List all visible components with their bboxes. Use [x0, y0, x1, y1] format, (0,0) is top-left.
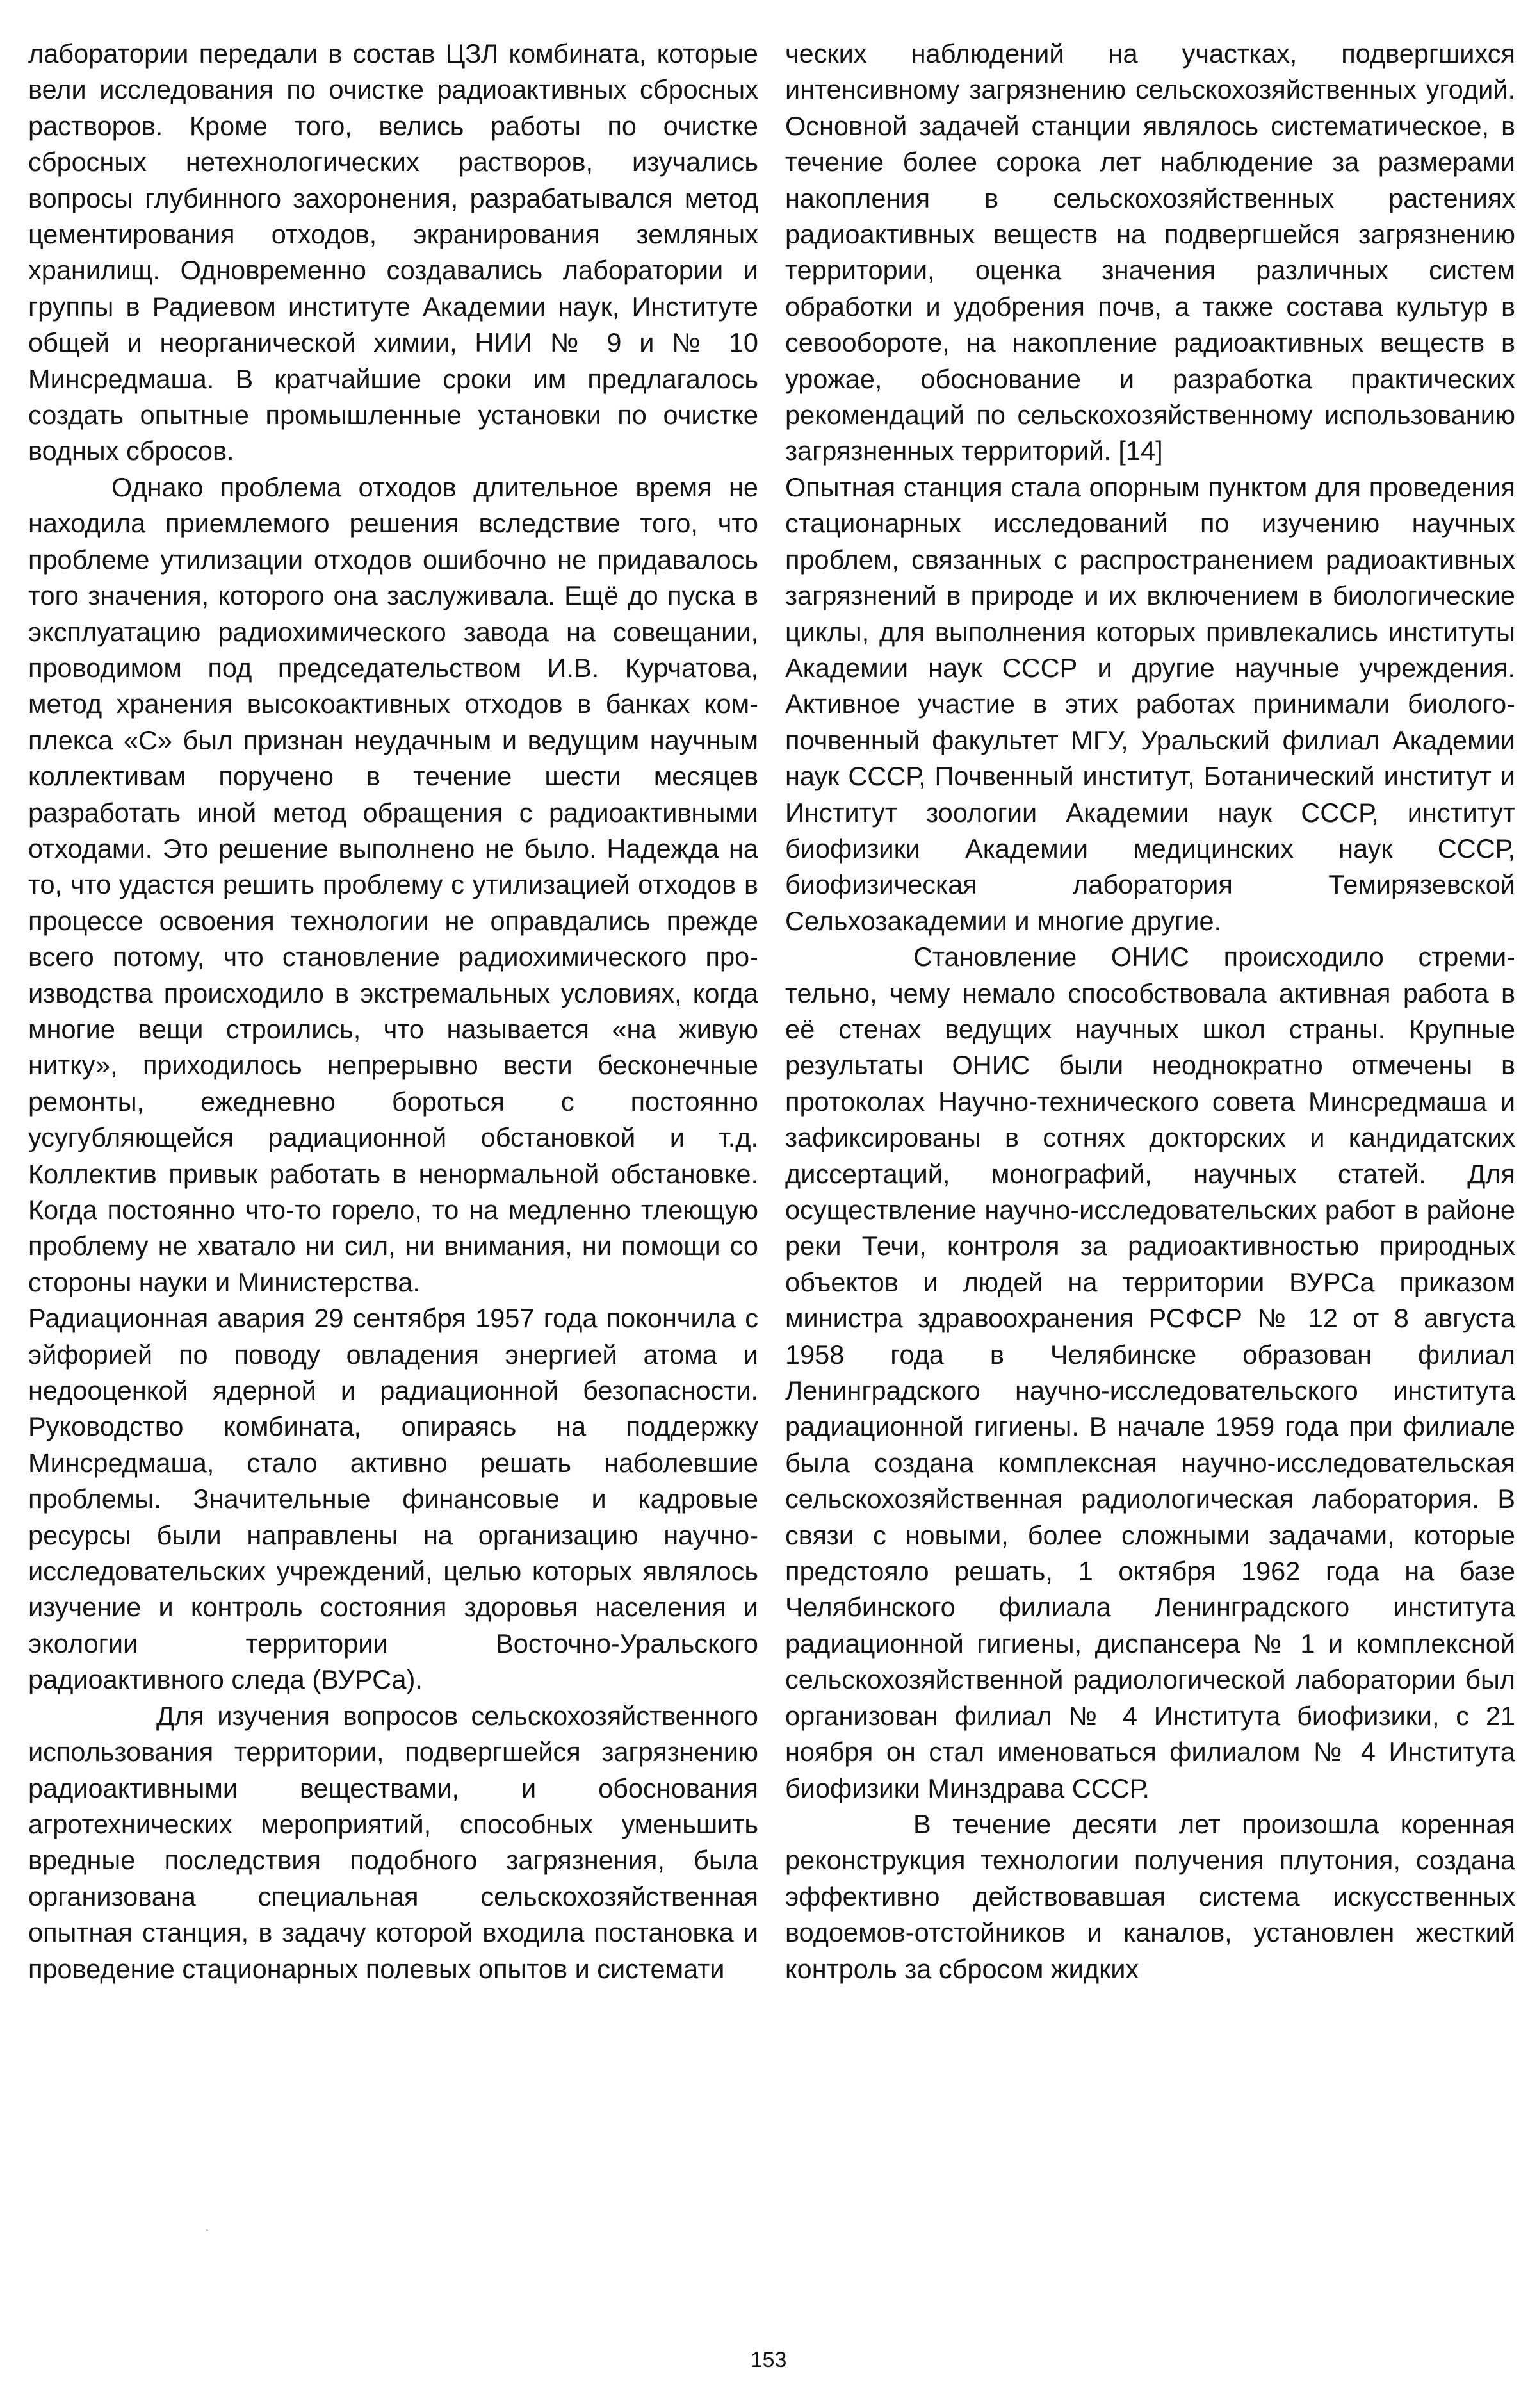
paragraph: Однако проблема отходов длительное время не находила приемлемого решения вследствие того, что проблеме утилизации отходов ошибочно не придавалось того значения, которого она заслуживала. Ещё до пуска в эксплуатацию радиохимического завода на совещании, проводимом под председательством И.В. Курчатова, метод хранения высокоактивных отходов в банках комплекса «С» был признан неудачным и ведущим научным коллективам поручено в течение шести месяцев разработать иной метод обращения с радиоактивными отходами. Это решение выполнено не было. Надежда на то, что удастся решить проблему с утилизацией отходов в процессе освоения технологии не оправдались прежде всего потому, что становление радиохимического производства происходило в экстремальных условиях, когда многие вещи строились, что называется «на живую нитку», приходилось непрерывно вести бесконечные ремонты, ежедневно бороться с постоянно усугубляющейся радиационной обстановкой и т.д. Коллектив привык работать в ненормальной обстановке. Когда постоянно что-то горело, то на медленно тлеющую проблему не хватало ни сил, ни внимания, ни помощи со стороны науки и Министерства.	[28, 471, 758, 1297]
left-column	[28, 36, 758, 1987]
right-column	[785, 36, 1515, 1987]
paragraph: Становление ОНИС происходило стремительно, чему немало способствовала активная работа в её стенах ведущих научных школ страны. Крупные результаты ОНИС были неоднократно отмечены в протоколах Научно-технического совета Минсредмаша и зафиксированы в сотнях докторских и кандидатских диссертаций, монографий, научных статей. Для осуществление научно-исследовательских работ в районе реки Течи, контроля за радиоактивностью природных объектов и людей на территории ВУРСа приказом министра здравоохранения РСФСР № 12 от 8 августа 1958 года в Челябинске образован филиал Ленинградского научно-исследовательского института радиационной гигиены. В начале 1959 года при филиале была создана комплексная научно-исследовательская сельскохозяйственная радиологическая лаборатория. В связи с новыми, более сложными задачами, которые предстояло решать, 1 октября 1962 года на базе Челябинского филиала Ленинградского института радиационной гигиены, диспансера № 1 и комплексной сельскохозяйственной радиологической лаборатории был организован филиал № 4 Института биофизики, с 21 ноября он стал именоваться филиалом № 4 Института биофизики Минздрава СССР.	[785, 942, 1515, 1803]
paragraph: лаборатории передали в состав ЦЗЛ комбината, которые вели исследования по очистке радиоактивных сбросных растворов. Кроме того, велись работы по очистке сбросных нетехнологических растворов, изучались вопросы глубинного захоронения, разрабатывался метод цементирования отходов, экранирования земляных хранилищ. Одновременно создавались лаборатории и группы в Радиевом институте Академии наук, Институте общей и неорганической химии, НИИ № 9 и № 10 Минсредмаша. В кратчайшие сроки им предлагалось создать опытные промышленные установки по очистке водных сбросов.	[28, 38, 758, 466]
paragraph: Опытная станция стала опорным пунктом для проведения стационарных исследований по изучению научных проблем, связанных с распространением радиоактивных загрязнений в природе и их включением в биологические циклы, для выполнения которых привлекались институты Академии наук СССР и другие научные учреждения. Активное участие в этих работах принимали биолого-почвенный факультет МГУ, Уральский филиал Академии наук СССР, Почвенный институт, Ботанический институт и Институт зоологии Академии наук СССР, институт биофизики Академии медицинских наук СССР, биофизическая лаборатория Темирязевской Сельхозакадемии и многие другие.	[785, 471, 1515, 936]
paragraph: В течение десяти лет произошла коренная реконструкция технологии получения плутония, создана эффективно действовавшая система искусственных водоемов-отстойников и каналов, установлен жесткий контроль за сбросом жидких	[785, 1808, 1515, 1984]
scan-speck	[206, 2229, 208, 2231]
paragraph: ческих наблюдений на участках, подвергшихся интенсивному загрязнению сельскохозяйственных угодий. Основной задачей станции являлось систематическое, в течение более сорока лет наблюдение за размерами накопления в сельскохозяйственных растениях радиоактивных веществ на подвергшейся загрязнению территории, оценка значения различных систем обработки и удобрения почв, а также состава культур в севообороте, на накопление радиоактивных веществ в урожае, обоснование и разработка практических рекомендаций по сельскохозяйственному использованию загрязненных территорий. [14]	[785, 38, 1515, 466]
page-number: 153	[750, 2348, 787, 2372]
paragraph: Для изучения вопросов сельскохозяйственного использования территории, подвергшейся загрязнению радиоактивными веществами, и обоснования агротехнических мероприятий, способных уменьшить вредные последствия подобного загрязнения, была организована специальная сельскохозяйственная опытная станция, в задачу которой входила постановка и проведение стационарных полевых опытов и системати	[28, 1700, 758, 1984]
paragraph: Радиационная авария 29 сентября 1957 года покончила с эйфорией по поводу овладения энергией атома и недооценкой ядерной и радиационной безопасности. Руководство комбината, опираясь на поддержку Минсредмаша, стало активно решать наболевшие проблемы. Значительные финансовые и кадровые ресурсы были направлены на организацию научно-исследовательских учреждений, целью которых являлось изучение и контроль состояния здоровья населения и экологии территории Восточно-Уральского радиоактивного следа (ВУРСа).	[28, 1303, 758, 1695]
